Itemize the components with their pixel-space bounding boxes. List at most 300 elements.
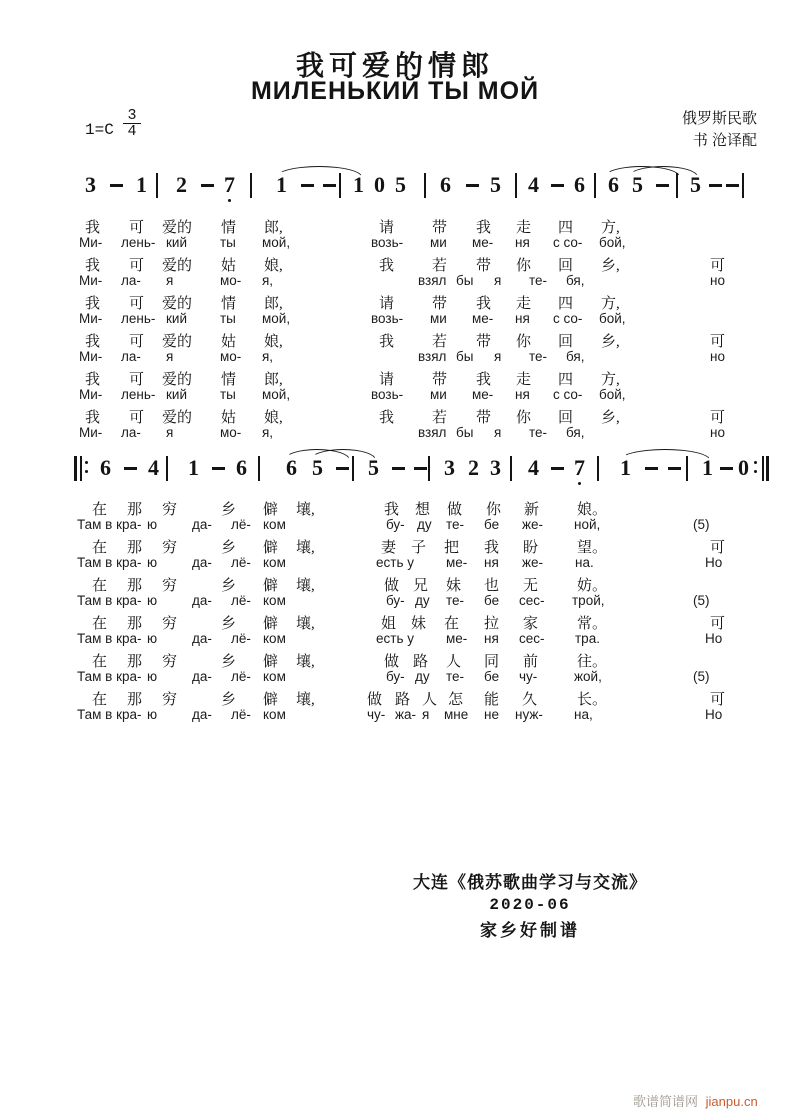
lyric-syllable: мо- <box>220 349 242 364</box>
barline <box>515 173 517 198</box>
lyric-syllable: 娘, <box>264 410 283 426</box>
song-title-russian: МИЛЕНЬКИЙ ТЫ МОЙ <box>250 77 540 105</box>
lyric-syllable: 爱的 <box>162 258 193 274</box>
lyric-syllable: 前 <box>523 654 539 670</box>
lyric-syllable: я <box>166 273 174 288</box>
lyric-row <box>0 669 790 687</box>
lyric-syllable: 郎, <box>264 220 283 236</box>
lyric-syllable: Ми- <box>79 273 103 288</box>
lyric-syllable: 在 <box>92 502 108 518</box>
note: 4 <box>528 172 539 197</box>
lyric-syllable: бы <box>456 425 474 440</box>
lyric-syllable: 乡 <box>221 578 237 594</box>
lyric-syllable: 兄 <box>413 578 429 594</box>
ending-annotation: 可 <box>710 692 726 708</box>
lyric-syllable: я, <box>262 425 274 440</box>
ending-annotation: Но <box>705 707 723 722</box>
lyric-syllable: 怎 <box>448 692 464 708</box>
lyric-syllable: 可 <box>129 220 145 236</box>
barline <box>510 456 512 481</box>
lyric-syllable: 走 <box>516 220 532 236</box>
lyric-syllable: 妹 <box>446 578 462 594</box>
lyric-syllable: Там в кра- <box>77 593 142 608</box>
lyric-syllable: 僻 <box>263 654 279 670</box>
lyric-row <box>0 650 790 668</box>
note: 6 <box>286 455 297 480</box>
music-line-2 <box>0 455 790 491</box>
lyric-syllable: 爱的 <box>162 372 193 388</box>
lyric-syllable: ду <box>415 593 430 608</box>
lyric-syllable: есть у <box>376 555 414 570</box>
lyric-syllable: 带 <box>476 410 492 426</box>
lyric-syllable: 僻 <box>263 578 279 594</box>
lyric-row <box>0 498 790 516</box>
lyric-syllable: 带 <box>476 258 492 274</box>
lyric-syllable: 盼 <box>523 540 539 556</box>
lyric-syllable: бу- <box>386 593 405 608</box>
lyric-syllable: я, <box>262 349 274 364</box>
lyric-syllable: 娘。 <box>577 502 608 518</box>
lyric-syllable: 可 <box>129 372 145 388</box>
sustain-dash <box>110 184 123 187</box>
lyric-syllable: 情 <box>221 372 237 388</box>
lyric-syllable: ты <box>220 311 236 326</box>
lyric-syllable: 人 <box>422 692 438 708</box>
lyric-syllable: Ми- <box>79 387 103 402</box>
repeat-bar <box>766 456 769 481</box>
lyric-syllable: 做 <box>447 502 463 518</box>
lyric-syllable: 爱的 <box>162 410 193 426</box>
lyric-syllable: Ми- <box>79 425 103 440</box>
lyric-syllable: 我 <box>476 372 492 388</box>
lyric-syllable: ми <box>430 235 447 250</box>
lyric-syllable: ю <box>147 555 158 570</box>
footer-date: 2020-06 <box>489 896 571 914</box>
repeat-bar <box>762 456 764 481</box>
barline <box>597 456 599 481</box>
lyric-syllable: 娘, <box>264 258 283 274</box>
lyric-syllable: 我 <box>476 220 492 236</box>
sustain-dash <box>466 184 479 187</box>
lyric-syllable: мой, <box>262 387 291 402</box>
lyric-syllable: 那 <box>127 540 143 556</box>
lyric-syllable: 我 <box>85 258 101 274</box>
note: 5 <box>368 455 379 480</box>
credits <box>682 108 757 152</box>
lyric-syllable: 在 <box>92 692 108 708</box>
lyric-syllable: чу- <box>367 707 386 722</box>
lyric-syllable: жой, <box>574 669 602 684</box>
lyric-syllable: 僻 <box>263 616 279 632</box>
lyric-syllable: 爱的 <box>162 334 193 350</box>
key-signature: 1=C <box>85 121 114 139</box>
lyric-syllable: лё- <box>231 517 251 532</box>
lyric-syllable: ду <box>415 669 430 684</box>
lyric-syllable: 带 <box>432 220 448 236</box>
lyric-syllable: сес- <box>519 631 545 646</box>
ending-annotation: 可 <box>710 540 726 556</box>
lyric-syllable: 望。 <box>577 540 608 556</box>
lyric-syllable: 穷 <box>162 578 178 594</box>
lyric-syllable: ком <box>263 593 286 608</box>
lyric-syllable: ком <box>263 707 286 722</box>
sustain-dash <box>336 467 349 470</box>
sustain-dash <box>709 184 722 187</box>
lyric-syllable: 僻 <box>263 502 279 518</box>
lyric-syllable: 姐 <box>381 616 397 632</box>
lyric-syllable: лё- <box>231 593 251 608</box>
time-signature-numerator: 3 <box>127 107 137 124</box>
lyric-syllable: ме- <box>446 555 468 570</box>
lyric-syllable: те- <box>529 273 548 288</box>
lyric-syllable: да- <box>192 669 212 684</box>
repeat-dots <box>754 456 757 481</box>
watermark <box>633 1091 758 1110</box>
lyric-syllable: ду <box>417 517 432 532</box>
lyric-syllable: я, <box>262 273 274 288</box>
lyric-syllable: ми <box>430 311 447 326</box>
lyric-syllable: 在 <box>92 578 108 594</box>
lyric-syllable: 乡 <box>221 654 237 670</box>
lyric-syllable: 家 <box>523 616 539 632</box>
lyric-syllable: кий <box>166 387 187 402</box>
lyric-syllable: ком <box>263 669 286 684</box>
tie-arc <box>620 449 710 460</box>
lyric-syllable: ю <box>147 707 158 722</box>
lyric-row <box>0 330 790 348</box>
lyric-syllable: 带 <box>432 372 448 388</box>
lyric-syllable: тра. <box>575 631 600 646</box>
lyric-syllable: 穷 <box>162 502 178 518</box>
lyric-syllable: 乡 <box>221 540 237 556</box>
lyric-row <box>0 688 790 706</box>
lyric-syllable: 在 <box>444 616 460 632</box>
lyric-syllable: я <box>166 425 174 440</box>
lyric-syllable: 路 <box>413 654 429 670</box>
lyric-syllable: с со- <box>553 235 583 250</box>
note: 3 <box>85 172 96 197</box>
lyric-row <box>0 254 790 272</box>
lyric-syllable: 带 <box>432 296 448 312</box>
lyric-syllable: 那 <box>127 578 143 594</box>
repeat-bar <box>74 456 77 481</box>
lyric-syllable: 可 <box>129 334 145 350</box>
lyric-syllable: ня <box>515 235 530 250</box>
note: 1 <box>136 172 147 197</box>
ending-annotation: 可 <box>710 410 726 426</box>
lyric-syllable: 妻 <box>381 540 397 556</box>
lyric-syllable: 做 <box>384 578 400 594</box>
lyric-syllable: 我 <box>379 334 395 350</box>
lyric-row <box>0 612 790 630</box>
lyric-syllable: 常。 <box>577 616 608 632</box>
lyric-row <box>0 292 790 310</box>
lyric-syllable: 可 <box>129 296 145 312</box>
lyric-syllable: взял <box>418 349 447 364</box>
lyric-row <box>0 631 790 649</box>
lyric-syllable: 那 <box>127 502 143 518</box>
note: 1 <box>276 172 287 197</box>
lyric-syllable: 壤, <box>296 502 315 518</box>
note: 1 <box>188 455 199 480</box>
lyric-syllable: бы <box>456 349 474 364</box>
lyric-syllable: взял <box>418 425 447 440</box>
ending-annotation: (5) <box>693 669 710 684</box>
ending-annotation: но <box>710 349 725 364</box>
lyric-syllable: мо- <box>220 273 242 288</box>
lyric-syllable: 情 <box>221 296 237 312</box>
lyric-syllable: 回 <box>558 410 574 426</box>
lyric-syllable: 僻 <box>263 692 279 708</box>
lyric-syllable: 方, <box>601 220 620 236</box>
lyric-syllable: 我 <box>379 410 395 426</box>
lyric-syllable: 妹 <box>411 616 427 632</box>
lyric-row <box>0 555 790 573</box>
ending-annotation: но <box>710 273 725 288</box>
note: 0 <box>738 455 749 480</box>
note: 5 <box>690 172 701 197</box>
lyric-syllable: 壤, <box>296 578 315 594</box>
lyric-syllable: бы <box>456 273 474 288</box>
lyric-syllable: те- <box>446 593 465 608</box>
lyric-syllable: ла- <box>121 349 141 364</box>
note: 1 <box>353 172 364 197</box>
lyric-syllable: мо- <box>220 425 242 440</box>
lyric-syllable: 穷 <box>162 540 178 556</box>
lyric-syllable: 可 <box>129 258 145 274</box>
lyric-syllable: я <box>494 349 502 364</box>
lyric-syllable: бой, <box>599 311 626 326</box>
lyric-syllable: те- <box>529 425 548 440</box>
lyric-syllable: 乡, <box>601 410 620 426</box>
lyric-syllable: ня <box>515 387 530 402</box>
lyric-row <box>0 517 790 535</box>
lyric-syllable: 我 <box>384 502 400 518</box>
tie-arc <box>276 166 362 177</box>
lyric-syllable: 我 <box>484 540 500 556</box>
sustain-dash <box>323 184 336 187</box>
lyric-syllable: 那 <box>127 616 143 632</box>
lyric-syllable: ла- <box>121 273 141 288</box>
lyric-syllable: 僻 <box>263 540 279 556</box>
lyric-syllable: 可 <box>129 410 145 426</box>
lyric-row <box>0 574 790 592</box>
lyric-syllable: 我 <box>85 410 101 426</box>
lyric-syllable: 人 <box>446 654 462 670</box>
lyric-syllable: 同 <box>484 654 500 670</box>
sustain-dash <box>645 467 658 470</box>
lyric-syllable: Ми- <box>79 235 103 250</box>
lyric-syllable: 姑 <box>221 410 237 426</box>
ending-annotation: 可 <box>710 616 726 632</box>
lyric-row <box>0 216 790 234</box>
lyric-syllable: ной, <box>574 517 601 532</box>
lyric-syllable: возь- <box>371 387 404 402</box>
lyric-syllable: 我 <box>85 296 101 312</box>
lyric-syllable: бя, <box>566 425 585 440</box>
lyric-syllable: 乡 <box>221 692 237 708</box>
lyric-syllable: ня <box>484 555 499 570</box>
lyric-syllable: 郎, <box>264 296 283 312</box>
lyric-syllable: ме- <box>472 235 494 250</box>
lyric-syllable: жа- <box>395 707 417 722</box>
lyric-syllable: 想 <box>415 502 431 518</box>
note: 1 <box>620 455 631 480</box>
lyric-syllable: 能 <box>484 692 500 708</box>
lyric-syllable: 那 <box>127 692 143 708</box>
lyric-syllable: бе <box>484 593 500 608</box>
lyric-syllable: 子 <box>411 540 427 556</box>
lyric-syllable: 姑 <box>221 334 237 350</box>
lyric-row <box>0 235 790 253</box>
lyric-syllable: есть у <box>376 631 414 646</box>
lyric-syllable: ме- <box>446 631 468 646</box>
note: 1 <box>702 455 713 480</box>
lyric-row <box>0 273 790 291</box>
lyric-row <box>0 311 790 329</box>
barline <box>424 173 426 198</box>
lyric-syllable: 带 <box>476 334 492 350</box>
barline <box>742 173 744 198</box>
lyric-syllable: 我 <box>85 220 101 236</box>
lyric-syllable: мой, <box>262 311 291 326</box>
note: 3 <box>490 455 501 480</box>
sustain-dash <box>212 467 225 470</box>
lyric-syllable: я <box>422 707 430 722</box>
lyric-syllable: 新 <box>524 502 540 518</box>
time-signature <box>123 108 141 139</box>
lyric-syllable: бу- <box>386 517 405 532</box>
barline <box>250 173 252 198</box>
footer-credits <box>330 868 730 941</box>
barline <box>156 173 158 198</box>
sustain-dash <box>414 467 427 470</box>
lyric-syllable: лё- <box>231 631 251 646</box>
song-title-chinese: 我可爱的情郎 <box>295 51 494 82</box>
lyric-syllable: 你 <box>516 410 532 426</box>
lyric-syllable: 情 <box>221 220 237 236</box>
lyric-syllable: 乡, <box>601 258 620 274</box>
lyric-syllable: 壤, <box>296 616 315 632</box>
lyric-syllable: 乡 <box>221 616 237 632</box>
note: 2 <box>468 455 479 480</box>
lyric-syllable: ю <box>147 517 158 532</box>
lyric-syllable: 四 <box>558 296 574 312</box>
lyric-syllable: же- <box>522 517 544 532</box>
lyric-syllable: нуж- <box>515 707 543 722</box>
sustain-dash <box>392 467 405 470</box>
sustain-dash <box>551 467 564 470</box>
note: 6 <box>440 172 451 197</box>
lyric-syllable: кий <box>166 311 187 326</box>
ending-annotation: Но <box>705 555 723 570</box>
lyric-syllable: 做 <box>384 654 400 670</box>
footer-group-name: 大连《俄苏歌曲学习与交流》 <box>413 873 647 892</box>
sustain-dash <box>668 467 681 470</box>
lyric-syllable: Там в кра- <box>77 707 142 722</box>
ending-annotation: 可 <box>710 258 726 274</box>
lyric-syllable: 请 <box>379 296 395 312</box>
lyric-syllable: те- <box>446 669 465 684</box>
lyric-row <box>0 425 790 443</box>
note: 6 <box>608 172 619 197</box>
lyric-row <box>0 406 790 424</box>
lyric-syllable: ком <box>263 555 286 570</box>
time-signature-denominator: 4 <box>123 123 141 139</box>
note: 6 <box>236 455 247 480</box>
lyric-syllable: же- <box>522 555 544 570</box>
lyric-syllable: 方, <box>601 372 620 388</box>
lyric-syllable: 回 <box>558 258 574 274</box>
note: 7 <box>574 455 585 480</box>
lyric-syllable: ю <box>147 669 158 684</box>
lyric-row <box>0 536 790 554</box>
lyric-syllable: Там в кра- <box>77 669 142 684</box>
lyric-syllable: бе <box>484 669 500 684</box>
lyric-syllable: Там в кра- <box>77 631 142 646</box>
lyric-syllable: 久 <box>522 692 538 708</box>
lyric-row <box>0 368 790 386</box>
note: 5 <box>312 455 323 480</box>
lyric-syllable: возь- <box>371 235 404 250</box>
lyric-syllable: ком <box>263 631 286 646</box>
note: 6 <box>574 172 585 197</box>
sustain-dash <box>201 184 214 187</box>
lyric-syllable: ня <box>515 311 530 326</box>
lyric-syllable: ты <box>220 235 236 250</box>
ending-annotation: 可 <box>710 334 726 350</box>
repeat-dots <box>85 456 88 481</box>
lyric-syllable: 姑 <box>221 258 237 274</box>
lyric-syllable: бе <box>484 517 500 532</box>
lyric-syllable: 往。 <box>577 654 608 670</box>
lyric-syllable: да- <box>192 593 212 608</box>
note: 2 <box>176 172 187 197</box>
lyric-syllable: 穷 <box>162 692 178 708</box>
lyric-syllable: ю <box>147 631 158 646</box>
barline <box>594 173 596 198</box>
lyric-syllable: Там в кра- <box>77 517 142 532</box>
lyric-syllable: ты <box>220 387 236 402</box>
lyric-syllable: я <box>494 273 502 288</box>
note: 3 <box>444 455 455 480</box>
watermark-site-name: 歌谱简谱网 <box>633 1094 699 1109</box>
lyric-syllable: 在 <box>92 616 108 632</box>
note: 7 <box>224 172 235 197</box>
lyric-syllable: 请 <box>379 372 395 388</box>
lyric-syllable: 若 <box>432 410 448 426</box>
lyric-syllable: 爱的 <box>162 220 193 236</box>
lyric-syllable: мой, <box>262 235 291 250</box>
lyric-syllable: 我 <box>476 296 492 312</box>
lyric-syllable: 爱的 <box>162 296 193 312</box>
lyric-syllable: с со- <box>553 311 583 326</box>
lyric-syllable: ня <box>484 631 499 646</box>
note: 6 <box>100 455 111 480</box>
lyric-syllable: ла- <box>121 425 141 440</box>
note: 4 <box>148 455 159 480</box>
lyric-row <box>0 707 790 725</box>
lyric-syllable: лень- <box>121 387 156 402</box>
lyric-row <box>0 593 790 611</box>
lyric-syllable: 拉 <box>484 616 500 632</box>
lyric-syllable: бу- <box>386 669 405 684</box>
lyric-syllable: бя, <box>566 349 585 364</box>
lyric-syllable: те- <box>529 349 548 364</box>
lyric-row <box>0 387 790 405</box>
lyric-syllable: 你 <box>516 258 532 274</box>
lyric-syllable: 做 <box>367 692 383 708</box>
